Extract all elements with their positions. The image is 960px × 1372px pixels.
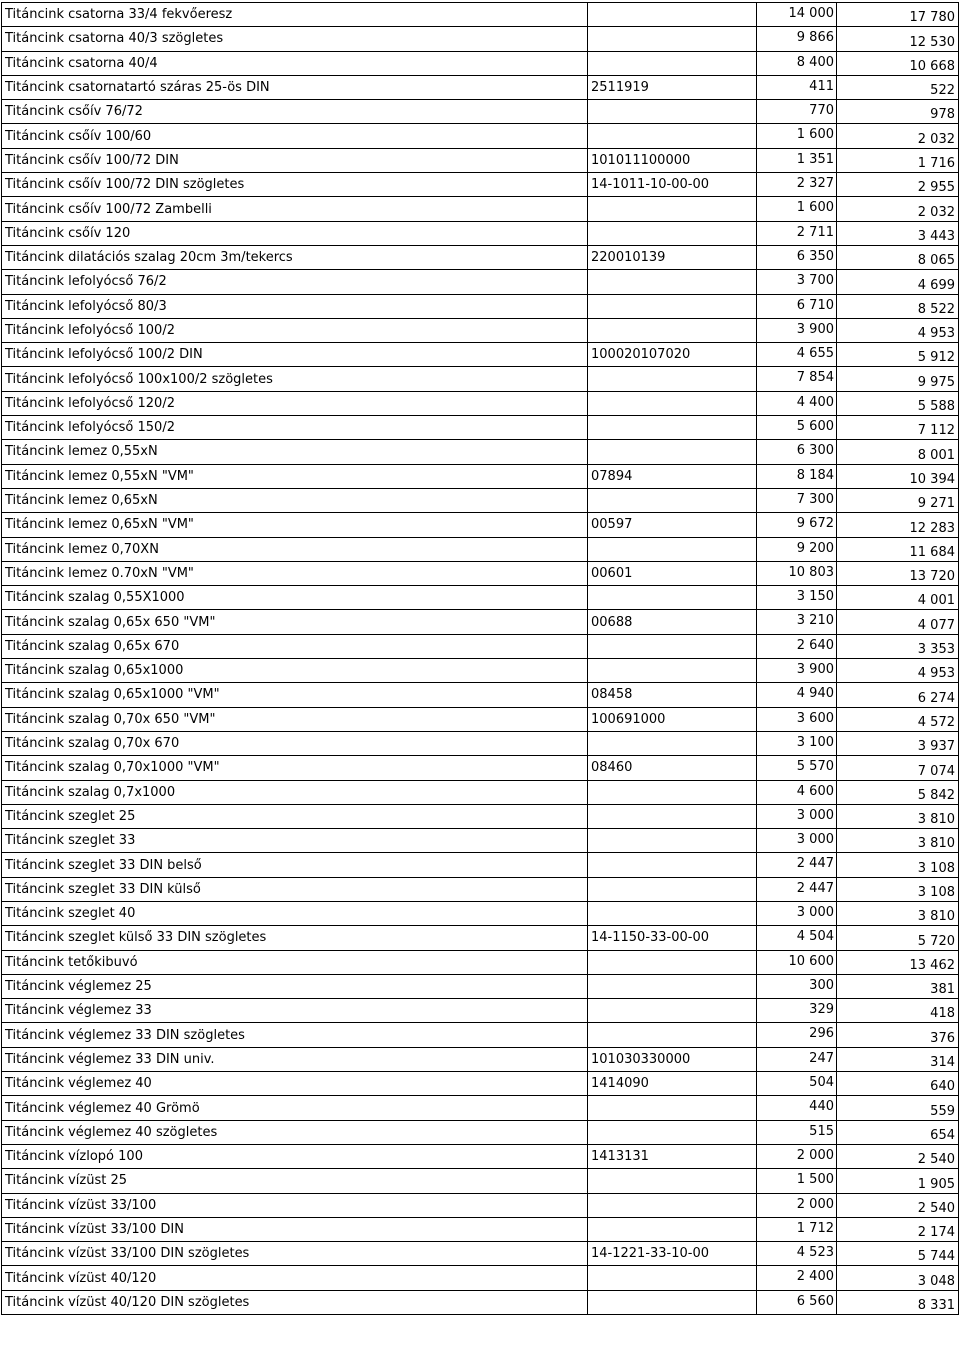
product-code-cell bbox=[588, 1120, 757, 1144]
product-name-cell: Titáncink szeglet 33 DIN belső bbox=[2, 853, 588, 877]
product-code-cell bbox=[588, 416, 757, 440]
product-code-cell bbox=[588, 1023, 757, 1047]
product-code-cell: 220010139 bbox=[588, 245, 757, 269]
net-price-cell: 1 600 bbox=[757, 197, 837, 221]
table-row bbox=[2, 3, 959, 27]
product-code-cell bbox=[588, 3, 757, 27]
table-row bbox=[2, 367, 959, 391]
gross-price-cell: 3 937 bbox=[837, 731, 959, 755]
product-code-cell: 1413131 bbox=[588, 1144, 757, 1168]
gross-price-cell: 4 699 bbox=[837, 270, 959, 294]
gross-price-cell: 9 271 bbox=[837, 488, 959, 512]
table-row bbox=[2, 197, 959, 221]
table-row bbox=[2, 1266, 959, 1290]
gross-price-cell: 8 001 bbox=[837, 440, 959, 464]
gross-price-cell: 17 780 bbox=[837, 3, 959, 27]
net-price-cell: 4 400 bbox=[757, 391, 837, 415]
price-list-body bbox=[2, 3, 959, 1315]
net-price-cell: 3 900 bbox=[757, 318, 837, 342]
product-code-cell bbox=[588, 634, 757, 658]
product-code-cell: 08460 bbox=[588, 756, 757, 780]
gross-price-cell: 3 810 bbox=[837, 804, 959, 828]
table-row bbox=[2, 561, 959, 585]
product-code-cell bbox=[588, 294, 757, 318]
net-price-cell: 8 400 bbox=[757, 51, 837, 75]
gross-price-cell: 5 842 bbox=[837, 780, 959, 804]
product-code-cell: 08458 bbox=[588, 683, 757, 707]
product-code-cell: 2511919 bbox=[588, 75, 757, 99]
product-name-cell: Titáncink szalag 0,65x1000 bbox=[2, 659, 588, 683]
product-code-cell bbox=[588, 100, 757, 124]
net-price-cell: 1 351 bbox=[757, 148, 837, 172]
product-name-cell: Titáncink lefolyócső 100x100/2 szögletes bbox=[2, 367, 588, 391]
net-price-cell: 3 210 bbox=[757, 610, 837, 634]
product-name-cell: Titáncink véglemez 40 szögletes bbox=[2, 1120, 588, 1144]
product-code-cell bbox=[588, 391, 757, 415]
product-name-cell: Titáncink véglemez 33 DIN szögletes bbox=[2, 1023, 588, 1047]
product-code-cell bbox=[588, 1169, 757, 1193]
table-row bbox=[2, 877, 959, 901]
gross-price-cell: 4 001 bbox=[837, 586, 959, 610]
net-price-cell: 4 940 bbox=[757, 683, 837, 707]
table-row bbox=[2, 926, 959, 950]
table-row bbox=[2, 270, 959, 294]
table-row bbox=[2, 464, 959, 488]
product-code-cell: 100020107020 bbox=[588, 343, 757, 367]
product-code-cell bbox=[588, 901, 757, 925]
product-name-cell: Titáncink szalag 0,7x1000 bbox=[2, 780, 588, 804]
table-row bbox=[2, 51, 959, 75]
gross-price-cell: 12 283 bbox=[837, 513, 959, 537]
table-row bbox=[2, 780, 959, 804]
table-row bbox=[2, 1290, 959, 1314]
product-code-cell bbox=[588, 853, 757, 877]
gross-price-cell: 1 716 bbox=[837, 148, 959, 172]
product-name-cell: Titáncink vízüst 33/100 bbox=[2, 1193, 588, 1217]
table-row bbox=[2, 513, 959, 537]
table-row bbox=[2, 610, 959, 634]
product-name-cell: Titáncink lemez 0,55xN bbox=[2, 440, 588, 464]
product-code-cell bbox=[588, 440, 757, 464]
gross-price-cell: 3 108 bbox=[837, 853, 959, 877]
table-row bbox=[2, 100, 959, 124]
gross-price-cell: 5 720 bbox=[837, 926, 959, 950]
gross-price-cell: 11 684 bbox=[837, 537, 959, 561]
product-name-cell: Titáncink véglemez 33 bbox=[2, 999, 588, 1023]
product-name-cell: Titáncink csatorna 40/4 bbox=[2, 51, 588, 75]
net-price-cell: 4 655 bbox=[757, 343, 837, 367]
net-price-cell: 10 803 bbox=[757, 561, 837, 585]
product-code-cell bbox=[588, 27, 757, 51]
gross-price-cell: 4 572 bbox=[837, 707, 959, 731]
gross-price-cell: 3 810 bbox=[837, 829, 959, 853]
net-price-cell: 10 600 bbox=[757, 950, 837, 974]
product-name-cell: Titáncink csőív 100/60 bbox=[2, 124, 588, 148]
gross-price-cell: 978 bbox=[837, 100, 959, 124]
product-name-cell: Titáncink szeglet 40 bbox=[2, 901, 588, 925]
net-price-cell: 2 400 bbox=[757, 1266, 837, 1290]
gross-price-cell: 7 112 bbox=[837, 416, 959, 440]
product-name-cell: Titáncink csőív 76/72 bbox=[2, 100, 588, 124]
product-code-cell bbox=[588, 221, 757, 245]
net-price-cell: 2 447 bbox=[757, 877, 837, 901]
net-price-cell: 3 600 bbox=[757, 707, 837, 731]
table-row bbox=[2, 1169, 959, 1193]
table-row bbox=[2, 901, 959, 925]
product-name-cell: Titáncink lemez 0,70XN bbox=[2, 537, 588, 561]
product-code-cell bbox=[588, 51, 757, 75]
net-price-cell: 4 523 bbox=[757, 1242, 837, 1266]
table-row bbox=[2, 707, 959, 731]
gross-price-cell: 3 353 bbox=[837, 634, 959, 658]
gross-price-cell: 9 975 bbox=[837, 367, 959, 391]
table-row bbox=[2, 1096, 959, 1120]
table-row bbox=[2, 148, 959, 172]
gross-price-cell: 559 bbox=[837, 1096, 959, 1120]
net-price-cell: 3 900 bbox=[757, 659, 837, 683]
gross-price-cell: 2 174 bbox=[837, 1217, 959, 1241]
table-row bbox=[2, 488, 959, 512]
table-row bbox=[2, 173, 959, 197]
net-price-cell: 9 672 bbox=[757, 513, 837, 537]
product-code-cell bbox=[588, 1266, 757, 1290]
product-code-cell bbox=[588, 731, 757, 755]
net-price-cell: 515 bbox=[757, 1120, 837, 1144]
table-row bbox=[2, 391, 959, 415]
gross-price-cell: 5 588 bbox=[837, 391, 959, 415]
net-price-cell: 5 570 bbox=[757, 756, 837, 780]
product-name-cell: Titáncink vízüst 33/100 DIN szögletes bbox=[2, 1242, 588, 1266]
product-name-cell: Titáncink véglemez 40 bbox=[2, 1072, 588, 1096]
gross-price-cell: 376 bbox=[837, 1023, 959, 1047]
table-row bbox=[2, 318, 959, 342]
price-list-table bbox=[1, 2, 959, 1315]
net-price-cell: 6 560 bbox=[757, 1290, 837, 1314]
product-name-cell: Titáncink lemez 0,55xN "VM" bbox=[2, 464, 588, 488]
product-name-cell: Titáncink csőív 120 bbox=[2, 221, 588, 245]
table-row bbox=[2, 950, 959, 974]
table-row bbox=[2, 1242, 959, 1266]
net-price-cell: 9 866 bbox=[757, 27, 837, 51]
product-code-cell: 14-1150-33-00-00 bbox=[588, 926, 757, 950]
gross-price-cell: 13 462 bbox=[837, 950, 959, 974]
gross-price-cell: 2 955 bbox=[837, 173, 959, 197]
net-price-cell: 329 bbox=[757, 999, 837, 1023]
product-name-cell: Titáncink csőív 100/72 DIN szögletes bbox=[2, 173, 588, 197]
net-price-cell: 2 447 bbox=[757, 853, 837, 877]
gross-price-cell: 7 074 bbox=[837, 756, 959, 780]
table-row bbox=[2, 659, 959, 683]
product-name-cell: Titáncink véglemez 33 DIN univ. bbox=[2, 1047, 588, 1071]
table-row bbox=[2, 27, 959, 51]
net-price-cell: 2 640 bbox=[757, 634, 837, 658]
product-code-cell bbox=[588, 999, 757, 1023]
net-price-cell: 3 000 bbox=[757, 901, 837, 925]
table-row bbox=[2, 416, 959, 440]
gross-price-cell: 2 032 bbox=[837, 124, 959, 148]
gross-price-cell: 8 522 bbox=[837, 294, 959, 318]
gross-price-cell: 314 bbox=[837, 1047, 959, 1071]
product-name-cell: Titáncink lefolyócső 76/2 bbox=[2, 270, 588, 294]
product-code-cell: 101030330000 bbox=[588, 1047, 757, 1071]
net-price-cell: 247 bbox=[757, 1047, 837, 1071]
product-code-cell: 14-1221-33-10-00 bbox=[588, 1242, 757, 1266]
product-name-cell: Titáncink lemez 0,65xN bbox=[2, 488, 588, 512]
product-code-cell bbox=[588, 659, 757, 683]
gross-price-cell: 6 274 bbox=[837, 683, 959, 707]
product-code-cell bbox=[588, 367, 757, 391]
net-price-cell: 2 000 bbox=[757, 1144, 837, 1168]
product-code-cell: 00601 bbox=[588, 561, 757, 585]
product-name-cell: Titáncink szeglet 25 bbox=[2, 804, 588, 828]
product-name-cell: Titáncink szalag 0,65x1000 "VM" bbox=[2, 683, 588, 707]
product-name-cell: Titáncink csőív 100/72 Zambelli bbox=[2, 197, 588, 221]
product-code-cell bbox=[588, 270, 757, 294]
product-name-cell: Titáncink lefolyócső 100/2 DIN bbox=[2, 343, 588, 367]
gross-price-cell: 12 530 bbox=[837, 27, 959, 51]
net-price-cell: 411 bbox=[757, 75, 837, 99]
product-name-cell: Titáncink lefolyócső 80/3 bbox=[2, 294, 588, 318]
net-price-cell: 5 600 bbox=[757, 416, 837, 440]
product-code-cell bbox=[588, 1193, 757, 1217]
table-row bbox=[2, 1023, 959, 1047]
product-code-cell bbox=[588, 974, 757, 998]
gross-price-cell: 1 905 bbox=[837, 1169, 959, 1193]
net-price-cell: 8 184 bbox=[757, 464, 837, 488]
table-row bbox=[2, 1120, 959, 1144]
gross-price-cell: 4 953 bbox=[837, 659, 959, 683]
product-name-cell: Titáncink szalag 0,70x 650 "VM" bbox=[2, 707, 588, 731]
product-code-cell bbox=[588, 804, 757, 828]
net-price-cell: 7 854 bbox=[757, 367, 837, 391]
product-name-cell: Titáncink szeglet külső 33 DIN szögletes bbox=[2, 926, 588, 950]
product-name-cell: Titáncink csatorna 40/3 szögletes bbox=[2, 27, 588, 51]
product-name-cell: Titáncink vízüst 33/100 DIN bbox=[2, 1217, 588, 1241]
product-code-cell bbox=[588, 1290, 757, 1314]
table-row bbox=[2, 440, 959, 464]
product-code-cell bbox=[588, 877, 757, 901]
gross-price-cell: 13 720 bbox=[837, 561, 959, 585]
product-name-cell: Titáncink szalag 0,55X1000 bbox=[2, 586, 588, 610]
net-price-cell: 2 000 bbox=[757, 1193, 837, 1217]
product-code-cell bbox=[588, 780, 757, 804]
gross-price-cell: 2 540 bbox=[837, 1144, 959, 1168]
net-price-cell: 4 504 bbox=[757, 926, 837, 950]
gross-price-cell: 3 048 bbox=[837, 1266, 959, 1290]
net-price-cell: 300 bbox=[757, 974, 837, 998]
net-price-cell: 3 700 bbox=[757, 270, 837, 294]
net-price-cell: 6 300 bbox=[757, 440, 837, 464]
table-row bbox=[2, 634, 959, 658]
net-price-cell: 1 712 bbox=[757, 1217, 837, 1241]
product-code-cell bbox=[588, 124, 757, 148]
gross-price-cell: 8 331 bbox=[837, 1290, 959, 1314]
product-code-cell bbox=[588, 197, 757, 221]
net-price-cell: 504 bbox=[757, 1072, 837, 1096]
table-row bbox=[2, 586, 959, 610]
product-name-cell: Titáncink csatornatartó száras 25-ös DIN bbox=[2, 75, 588, 99]
product-name-cell: Titáncink véglemez 25 bbox=[2, 974, 588, 998]
table-row bbox=[2, 221, 959, 245]
gross-price-cell: 522 bbox=[837, 75, 959, 99]
gross-price-cell: 640 bbox=[837, 1072, 959, 1096]
product-code-cell bbox=[588, 318, 757, 342]
product-code-cell: 00597 bbox=[588, 513, 757, 537]
product-code-cell bbox=[588, 488, 757, 512]
gross-price-cell: 4 077 bbox=[837, 610, 959, 634]
net-price-cell: 1 600 bbox=[757, 124, 837, 148]
product-code-cell: 101011100000 bbox=[588, 148, 757, 172]
net-price-cell: 3 000 bbox=[757, 829, 837, 853]
table-row bbox=[2, 124, 959, 148]
product-name-cell: Titáncink vízüst 25 bbox=[2, 1169, 588, 1193]
gross-price-cell: 381 bbox=[837, 974, 959, 998]
net-price-cell: 296 bbox=[757, 1023, 837, 1047]
net-price-cell: 4 600 bbox=[757, 780, 837, 804]
product-name-cell: Titáncink szeglet 33 bbox=[2, 829, 588, 853]
gross-price-cell: 10 394 bbox=[837, 464, 959, 488]
product-code-cell bbox=[588, 829, 757, 853]
product-name-cell: Titáncink lemez 0,65xN "VM" bbox=[2, 513, 588, 537]
product-name-cell: Titáncink szalag 0,65x 650 "VM" bbox=[2, 610, 588, 634]
net-price-cell: 2 711 bbox=[757, 221, 837, 245]
table-row bbox=[2, 804, 959, 828]
product-code-cell bbox=[588, 586, 757, 610]
table-row bbox=[2, 1072, 959, 1096]
gross-price-cell: 3 810 bbox=[837, 901, 959, 925]
table-row bbox=[2, 294, 959, 318]
product-code-cell bbox=[588, 1217, 757, 1241]
table-row bbox=[2, 853, 959, 877]
table-row bbox=[2, 756, 959, 780]
product-name-cell: Titáncink véglemez 40 Grömö bbox=[2, 1096, 588, 1120]
gross-price-cell: 654 bbox=[837, 1120, 959, 1144]
table-row bbox=[2, 1217, 959, 1241]
gross-price-cell: 10 668 bbox=[837, 51, 959, 75]
table-row bbox=[2, 999, 959, 1023]
net-price-cell: 6 710 bbox=[757, 294, 837, 318]
product-code-cell: 00688 bbox=[588, 610, 757, 634]
gross-price-cell: 418 bbox=[837, 999, 959, 1023]
gross-price-cell: 3 108 bbox=[837, 877, 959, 901]
product-name-cell: Titáncink lefolyócső 120/2 bbox=[2, 391, 588, 415]
product-code-cell: 100691000 bbox=[588, 707, 757, 731]
net-price-cell: 14 000 bbox=[757, 3, 837, 27]
gross-price-cell: 8 065 bbox=[837, 245, 959, 269]
product-name-cell: Titáncink szeglet 33 DIN külső bbox=[2, 877, 588, 901]
product-code-cell: 07894 bbox=[588, 464, 757, 488]
net-price-cell: 1 500 bbox=[757, 1169, 837, 1193]
table-row bbox=[2, 829, 959, 853]
gross-price-cell: 2 032 bbox=[837, 197, 959, 221]
gross-price-cell: 5 912 bbox=[837, 343, 959, 367]
net-price-cell: 2 327 bbox=[757, 173, 837, 197]
product-name-cell: Titáncink szalag 0,70x 670 bbox=[2, 731, 588, 755]
gross-price-cell: 5 744 bbox=[837, 1242, 959, 1266]
product-code-cell bbox=[588, 537, 757, 561]
net-price-cell: 7 300 bbox=[757, 488, 837, 512]
product-name-cell: Titáncink lefolyócső 150/2 bbox=[2, 416, 588, 440]
product-name-cell: Titáncink szalag 0,70x1000 "VM" bbox=[2, 756, 588, 780]
product-name-cell: Titáncink lemez 0.70xN "VM" bbox=[2, 561, 588, 585]
product-name-cell: Titáncink dilatációs szalag 20cm 3m/tekercs bbox=[2, 245, 588, 269]
product-name-cell: Titáncink tetőkibuvó bbox=[2, 950, 588, 974]
table-row bbox=[2, 1144, 959, 1168]
gross-price-cell: 3 443 bbox=[837, 221, 959, 245]
net-price-cell: 6 350 bbox=[757, 245, 837, 269]
net-price-cell: 3 000 bbox=[757, 804, 837, 828]
table-row bbox=[2, 245, 959, 269]
table-row bbox=[2, 731, 959, 755]
gross-price-cell: 2 540 bbox=[837, 1193, 959, 1217]
net-price-cell: 9 200 bbox=[757, 537, 837, 561]
table-row bbox=[2, 683, 959, 707]
table-row bbox=[2, 1193, 959, 1217]
net-price-cell: 3 150 bbox=[757, 586, 837, 610]
product-name-cell: Titáncink vízüst 40/120 DIN szögletes bbox=[2, 1290, 588, 1314]
table-row bbox=[2, 974, 959, 998]
product-name-cell: Titáncink lefolyócső 100/2 bbox=[2, 318, 588, 342]
table-row bbox=[2, 75, 959, 99]
table-row bbox=[2, 1047, 959, 1071]
product-name-cell: Titáncink vízüst 40/120 bbox=[2, 1266, 588, 1290]
product-code-cell: 1414090 bbox=[588, 1072, 757, 1096]
product-code-cell bbox=[588, 1096, 757, 1120]
net-price-cell: 440 bbox=[757, 1096, 837, 1120]
product-name-cell: Titáncink szalag 0,65x 670 bbox=[2, 634, 588, 658]
product-name-cell: Titáncink csőív 100/72 DIN bbox=[2, 148, 588, 172]
product-name-cell: Titáncink csatorna 33/4 fekvőeresz bbox=[2, 3, 588, 27]
product-code-cell bbox=[588, 950, 757, 974]
table-row bbox=[2, 343, 959, 367]
net-price-cell: 3 100 bbox=[757, 731, 837, 755]
gross-price-cell: 4 953 bbox=[837, 318, 959, 342]
net-price-cell: 770 bbox=[757, 100, 837, 124]
product-name-cell: Titáncink vízlopó 100 bbox=[2, 1144, 588, 1168]
product-code-cell: 14-1011-10-00-00 bbox=[588, 173, 757, 197]
table-row bbox=[2, 537, 959, 561]
